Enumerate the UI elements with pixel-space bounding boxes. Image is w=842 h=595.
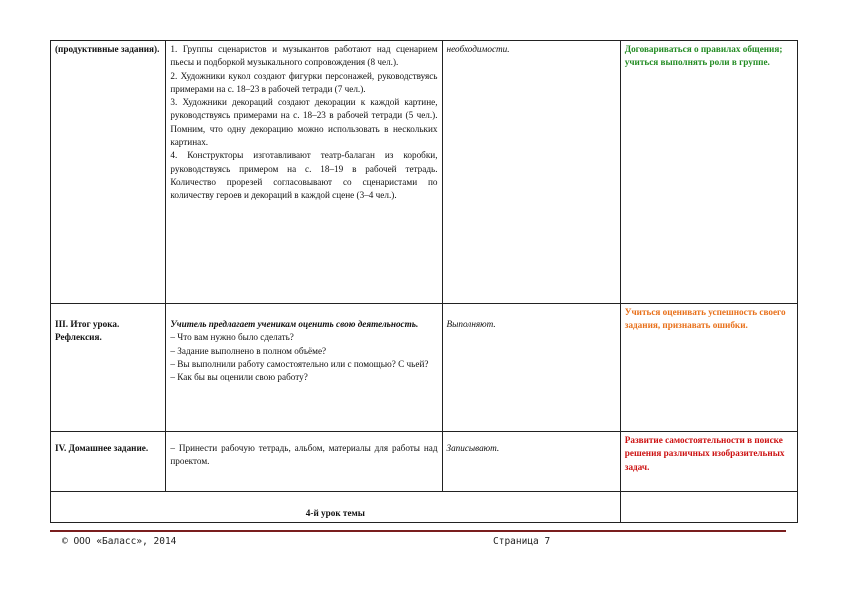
stage-cell: (продуктивные задания). — [51, 41, 166, 304]
table-row — [51, 304, 798, 432]
teacher-cell — [166, 432, 442, 492]
section-title-cell: 4-й урок темы — [51, 492, 621, 523]
table-row — [51, 41, 798, 304]
teacher-item: 4. Конструкторы изготавливают театр-балаган из коробки, руководствуясь примером на с. 18–19 в рабочей тетрадь. Количество прорезей согласовывают со сценаристами по количеству героев и декораций в каждой сцене (3–4 чел.). — [170, 150, 438, 201]
teacher-item: – Принести рабочую тетрадь, альбом, материалы для работы над проектом. — [170, 443, 438, 467]
teacher-lead: Учитель предлагает ученикам оценить свою деятельность. — [170, 319, 419, 329]
teacher-cell — [166, 41, 442, 304]
uud-cell: Развитие самостоятельности в поиске решения различных изобразительных задач. — [620, 432, 797, 492]
stage-cell: III. Итог урока. Рефлексия. — [51, 304, 166, 432]
stage-cell: IV. Домашнее задание. — [51, 432, 166, 492]
empty-cell — [620, 492, 797, 523]
teacher-item: – Что вам нужно было сделать? — [170, 332, 294, 343]
footer-page-number: Страница 7 — [493, 536, 551, 547]
teacher-item: – Задание выполнено в полном объёме? — [170, 345, 327, 356]
table-row — [51, 432, 798, 492]
uud-cell: Учиться оценивать успешность своего задания, признавать ошибки. — [620, 304, 797, 432]
lesson-plan-table — [50, 40, 798, 523]
footer-rule — [50, 530, 786, 532]
students-cell: Выполняют. — [442, 304, 620, 432]
uud-cell: Договариваться о правилах общения; учиться выполнять роли в группе. — [620, 41, 797, 304]
students-cell: необходимости. — [442, 41, 620, 304]
footer-copyright: © ООО «Баласс», 2014 — [62, 536, 177, 547]
students-cell: Записывают. — [442, 432, 620, 492]
teacher-item: – Как бы вы оценили свою работу? — [170, 372, 308, 383]
teacher-item: 2. Художники кукол создают фигурки персонажей, руководствуясь примерами на с. 18–23 в рабочей тетради (7 чел.). — [170, 70, 438, 94]
teacher-item: – Вы выполнили работу самостоятельно или с помощью? С чьей? — [170, 358, 429, 369]
teacher-cell — [166, 304, 442, 432]
teacher-item: 1. Группы сценаристов и музыкантов работают над сценарием пьесы и подборкой музыкального сопровождения (8 чел.). — [170, 44, 438, 68]
teacher-item: 3. Художники декораций создают декорации к каждой картине, руководствуясь примерами на с. 18–23 в рабочей тетради (5 чел.). Помним, что одну декорацию можно использовать в нескольких картинах. — [170, 97, 438, 148]
table-row — [51, 492, 798, 523]
